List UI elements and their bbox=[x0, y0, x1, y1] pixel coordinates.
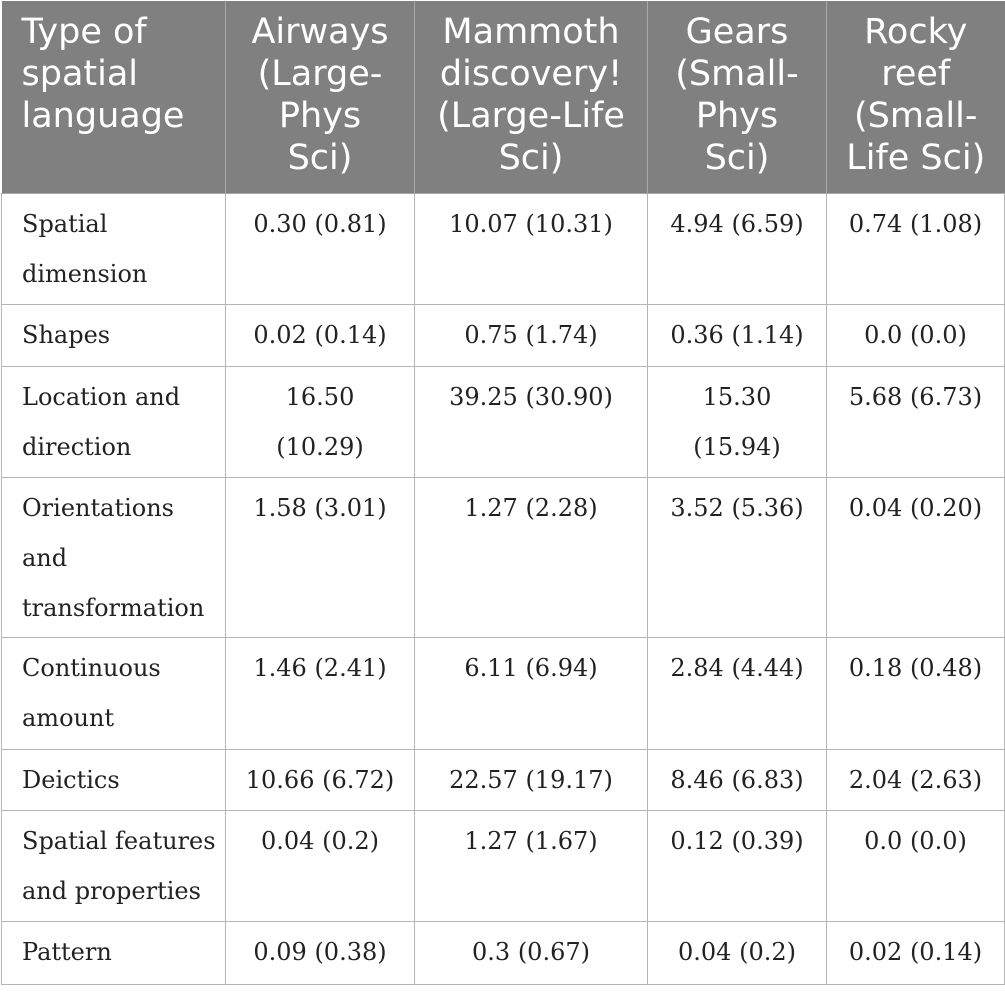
header-line: Rocky bbox=[864, 12, 968, 52]
header-line: Life Sci) bbox=[846, 138, 986, 178]
table-row bbox=[2, 810, 1005, 921]
value-cell bbox=[648, 637, 827, 749]
cell-line: 0.09 (0.38) bbox=[253, 937, 387, 966]
value-cell bbox=[648, 477, 827, 637]
value-cell bbox=[226, 921, 415, 984]
cell-line: 1.27 (2.28) bbox=[464, 493, 598, 522]
value-cell bbox=[827, 749, 1005, 810]
cell-line: 0.12 (0.39) bbox=[670, 826, 804, 855]
cell-line: 3.52 (5.36) bbox=[670, 493, 804, 522]
cell-line: 6.11 (6.94) bbox=[464, 653, 598, 682]
value-cell bbox=[415, 193, 648, 304]
cell-line: 39.25 (30.90) bbox=[449, 382, 613, 411]
cell-line: 10.66 (6.72) bbox=[245, 765, 395, 794]
value-cell bbox=[827, 477, 1005, 637]
header-line: Sci) bbox=[498, 138, 564, 178]
header-line: Phys bbox=[278, 96, 362, 136]
cell-line: 2.84 (4.44) bbox=[670, 653, 804, 682]
header-line: (Large- bbox=[257, 54, 383, 94]
row-label-cell bbox=[2, 304, 226, 366]
cell-line: Orientations bbox=[22, 493, 174, 522]
table-row bbox=[2, 749, 1005, 810]
table-header bbox=[2, 1, 1005, 193]
value-cell bbox=[226, 366, 415, 477]
value-cell bbox=[415, 810, 648, 921]
value-cell bbox=[226, 749, 415, 810]
header-line: Sci) bbox=[287, 138, 353, 178]
value-cell bbox=[226, 304, 415, 366]
value-cell bbox=[648, 366, 827, 477]
cell-line: Deictics bbox=[22, 765, 120, 794]
header-line: spatial bbox=[21, 54, 139, 94]
column-header-4 bbox=[827, 1, 1005, 193]
table-row bbox=[2, 477, 1005, 637]
column-header-1 bbox=[226, 1, 415, 193]
table-row bbox=[2, 193, 1005, 304]
value-cell bbox=[415, 749, 648, 810]
value-cell bbox=[415, 477, 648, 637]
table-body bbox=[2, 193, 1005, 984]
value-cell bbox=[827, 810, 1005, 921]
header-line: (Small- bbox=[854, 96, 978, 136]
cell-line: 15.30 bbox=[702, 382, 772, 411]
row-label-cell bbox=[2, 193, 226, 304]
value-cell bbox=[648, 749, 827, 810]
row-label-cell bbox=[2, 749, 226, 810]
cell-line: 1.58 (3.01) bbox=[253, 493, 387, 522]
value-cell bbox=[226, 810, 415, 921]
cell-line: (10.29) bbox=[276, 432, 364, 461]
cell-line: 5.68 (6.73) bbox=[848, 382, 983, 411]
header-line: Airways bbox=[251, 12, 389, 52]
row-label-cell bbox=[2, 477, 226, 637]
header-line: Type of bbox=[21, 12, 147, 52]
cell-line: Spatial features bbox=[22, 826, 216, 855]
cell-line: Spatial bbox=[22, 209, 108, 238]
cell-line: 0.3 (0.67) bbox=[472, 937, 590, 966]
row-label-cell bbox=[2, 366, 226, 477]
cell-line: 0.04 (0.20) bbox=[848, 493, 983, 522]
cell-line: 0.04 (0.2) bbox=[678, 937, 796, 966]
table-row bbox=[2, 921, 1005, 984]
cell-line: and properties bbox=[22, 876, 201, 905]
cell-line: 16.50 bbox=[285, 382, 355, 411]
cell-line: 2.04 (2.63) bbox=[848, 765, 983, 794]
header-line: Sci) bbox=[704, 138, 770, 178]
header-line: reef bbox=[881, 54, 951, 94]
cell-line: Continuous bbox=[22, 653, 161, 682]
column-header-0 bbox=[2, 1, 226, 193]
cell-line: Pattern bbox=[22, 937, 112, 966]
header-line: Phys bbox=[695, 96, 779, 136]
cell-line: 4.94 (6.59) bbox=[670, 209, 804, 238]
cell-line: Shapes bbox=[22, 320, 111, 349]
cell-line: and bbox=[22, 543, 68, 572]
cell-line: 0.75 (1.74) bbox=[464, 320, 598, 349]
value-cell bbox=[827, 304, 1005, 366]
header-row bbox=[2, 1, 1005, 193]
header-line: Mammoth bbox=[442, 12, 620, 52]
value-cell bbox=[226, 193, 415, 304]
table-row bbox=[2, 304, 1005, 366]
value-cell bbox=[226, 477, 415, 637]
value-cell bbox=[415, 637, 648, 749]
cell-line: amount bbox=[22, 703, 115, 732]
cell-line: 10.07 (10.31) bbox=[449, 209, 613, 238]
value-cell bbox=[827, 193, 1005, 304]
column-header-3 bbox=[648, 1, 827, 193]
table-row bbox=[2, 366, 1005, 477]
cell-line: 0.36 (1.14) bbox=[670, 320, 804, 349]
cell-line: 0.30 (0.81) bbox=[253, 209, 387, 238]
value-cell bbox=[648, 921, 827, 984]
cell-line: 0.04 (0.2) bbox=[261, 826, 379, 855]
value-cell bbox=[648, 193, 827, 304]
value-cell bbox=[648, 304, 827, 366]
header-line: (Large-Life bbox=[437, 96, 625, 136]
table-row bbox=[2, 637, 1005, 749]
value-cell bbox=[648, 810, 827, 921]
cell-line: direction bbox=[22, 432, 132, 461]
header-line: language bbox=[21, 96, 185, 136]
row-label-cell bbox=[2, 921, 226, 984]
cell-line: Location and bbox=[22, 382, 181, 411]
cell-line: 22.57 (19.17) bbox=[449, 765, 613, 794]
cell-line: 0.0 (0.0) bbox=[864, 826, 967, 855]
cell-line: 0.74 (1.08) bbox=[848, 209, 983, 238]
cell-line: (15.94) bbox=[693, 432, 781, 461]
cell-line: 0.18 (0.48) bbox=[848, 653, 983, 682]
cell-line: dimension bbox=[22, 259, 148, 288]
value-cell bbox=[415, 921, 648, 984]
spatial-language-table bbox=[1, 1, 1005, 985]
cell-line: 8.46 (6.83) bbox=[670, 765, 804, 794]
value-cell bbox=[226, 637, 415, 749]
cell-line: 0.0 (0.0) bbox=[864, 320, 967, 349]
cell-line: 1.46 (2.41) bbox=[253, 653, 387, 682]
header-line: Gears bbox=[685, 12, 789, 52]
cell-line: 0.02 (0.14) bbox=[253, 320, 387, 349]
row-label-cell bbox=[2, 637, 226, 749]
value-cell bbox=[415, 366, 648, 477]
cell-line: transformation bbox=[22, 593, 205, 622]
header-line: discovery! bbox=[439, 54, 623, 94]
value-cell bbox=[827, 637, 1005, 749]
row-label-cell bbox=[2, 810, 226, 921]
value-cell bbox=[827, 921, 1005, 984]
cell-line: 0.02 (0.14) bbox=[848, 937, 983, 966]
value-cell bbox=[415, 304, 648, 366]
value-cell bbox=[827, 366, 1005, 477]
header-line: (Small- bbox=[675, 54, 799, 94]
column-header-2 bbox=[415, 1, 648, 193]
cell-line: 1.27 (1.67) bbox=[464, 826, 598, 855]
